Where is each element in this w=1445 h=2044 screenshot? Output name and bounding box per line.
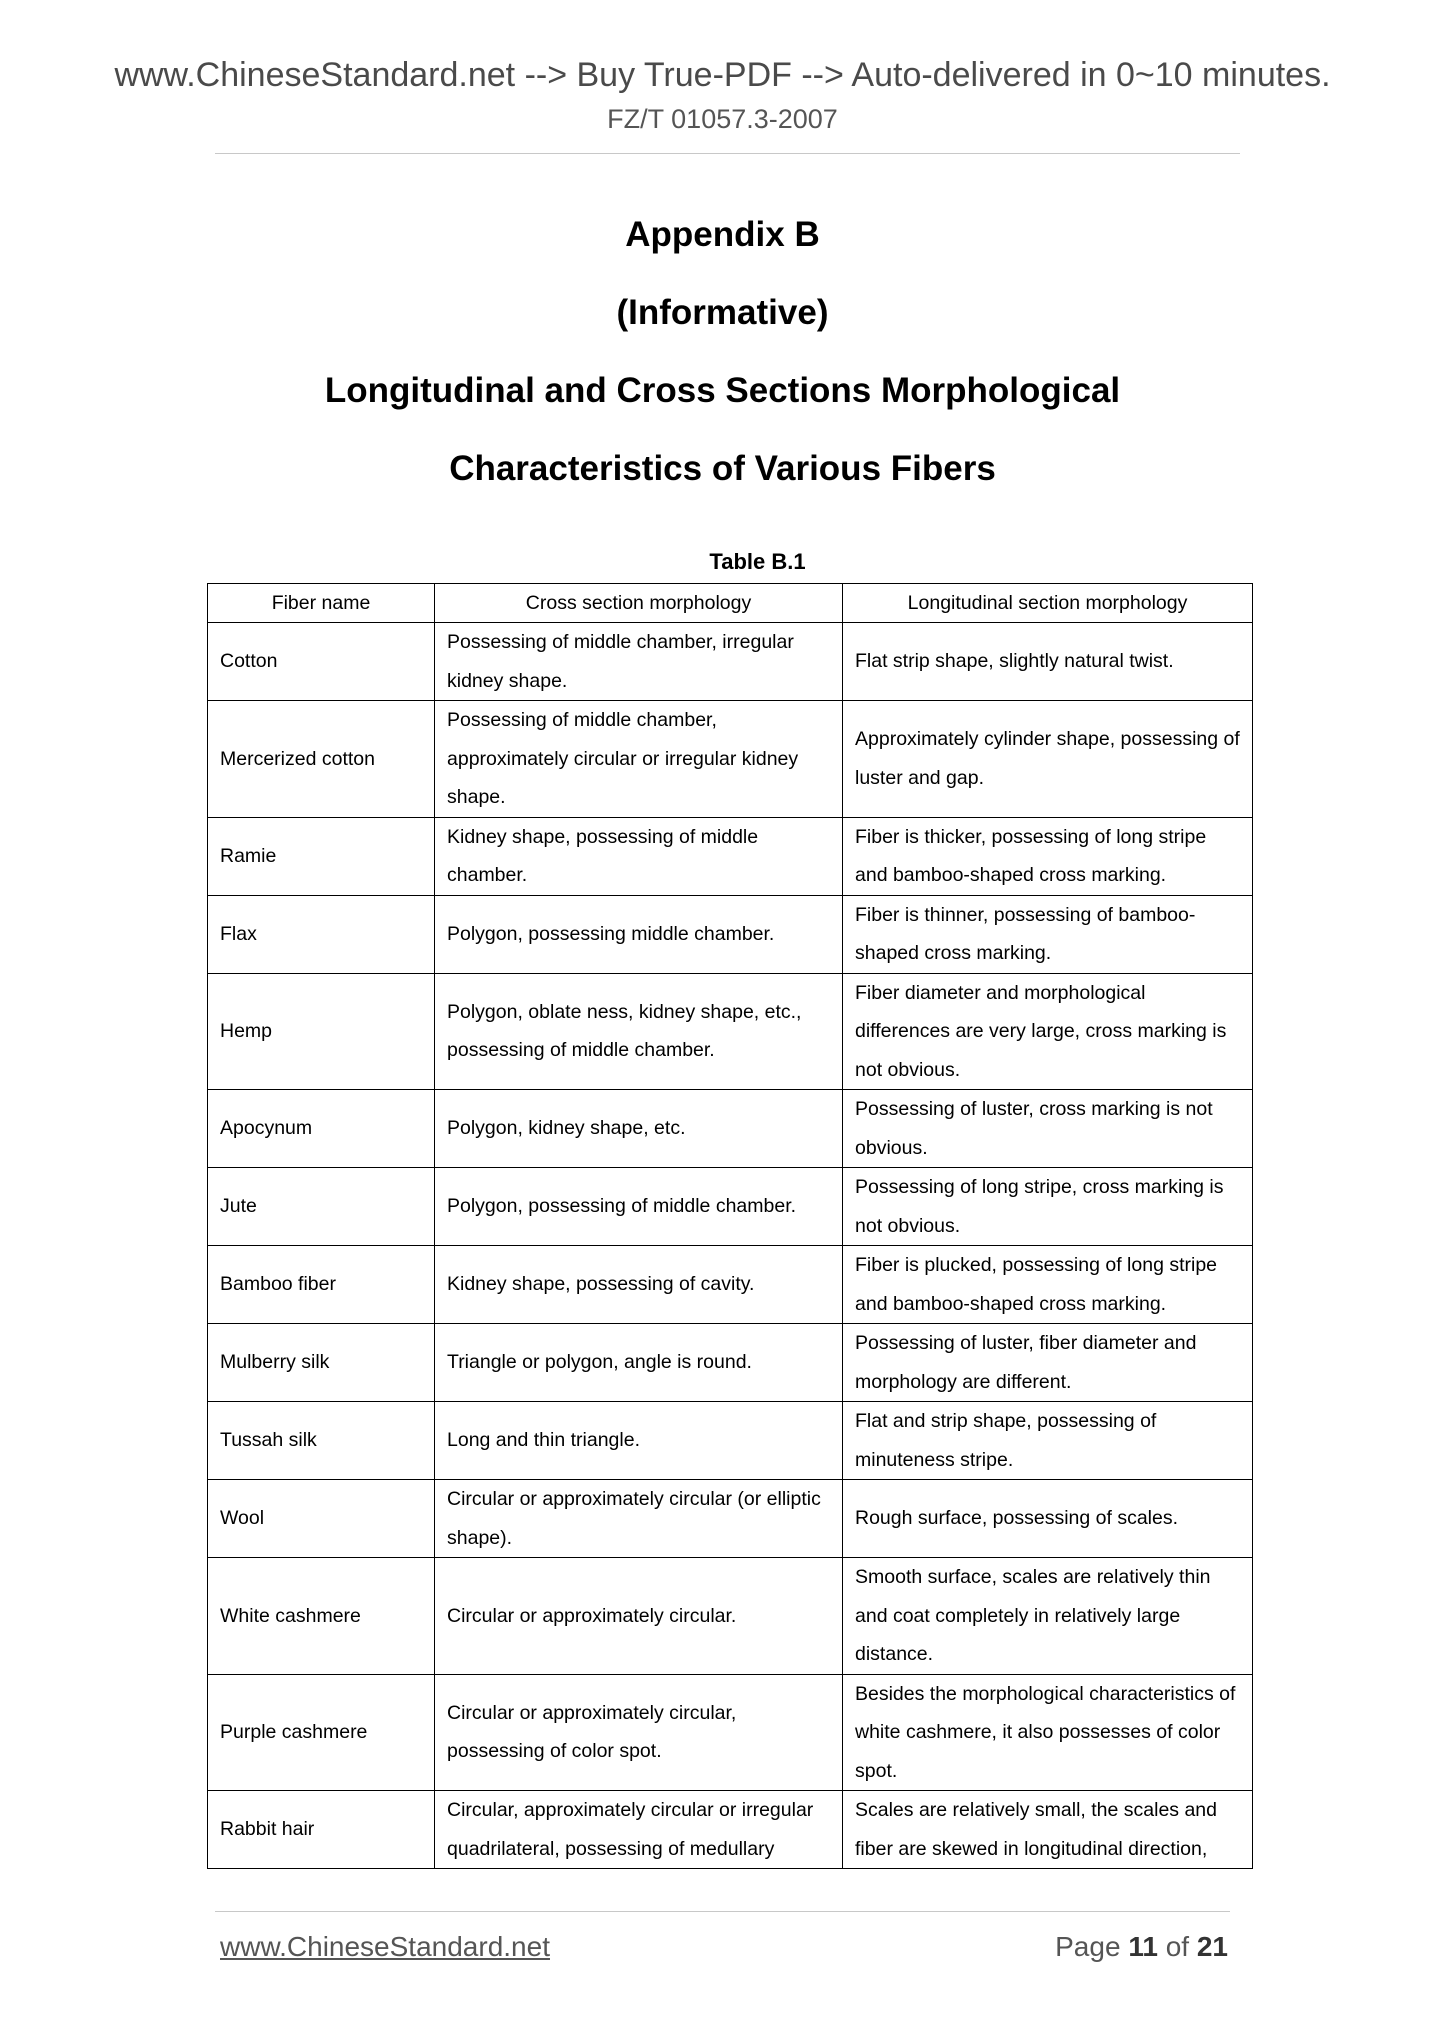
cross-section-cell: Polygon, kidney shape, etc. — [435, 1090, 843, 1168]
longitudinal-section-cell: Possessing of long stripe, cross marking is not obvious. — [843, 1168, 1253, 1246]
standard-code: FZ/T 01057.3-2007 — [607, 104, 838, 134]
table-row — [208, 1558, 1253, 1675]
main-title-line1: Longitudinal and Cross Sections Morphological — [324, 371, 1121, 410]
table-row — [208, 895, 1253, 973]
cross-section-cell: Circular or approximately circular (or elliptic shape). — [435, 1480, 843, 1558]
longitudinal-section-cell: Besides the morphological characteristics of white cashmere, it also possesses of color spot. — [843, 1674, 1253, 1791]
longitudinal-section-cell: Possessing of luster, fiber diameter and morphology are different. — [843, 1324, 1253, 1402]
footer-divider — [215, 1911, 1230, 1912]
fiber-name-cell: Bamboo fiber — [208, 1246, 435, 1324]
table-row — [208, 1324, 1253, 1402]
cross-section-cell: Circular, approximately circular or irregular quadrilateral, possessing of medullary — [435, 1791, 843, 1869]
table-caption: Table B.1 — [709, 549, 806, 574]
table-row — [208, 817, 1253, 895]
cross-section-cell: Triangle or polygon, angle is round. — [435, 1324, 843, 1402]
fiber-name-cell: Wool — [208, 1480, 435, 1558]
header-longitudinal-section: Longitudinal section morphology — [843, 584, 1253, 623]
longitudinal-section-cell: Possessing of luster, cross marking is not obvious. — [843, 1090, 1253, 1168]
header-banner: www.ChineseStandard.net --> Buy True-PDF --> Auto-delivered in 0~10 minutes. — [114, 56, 1331, 94]
fiber-name-cell: Mulberry silk — [208, 1324, 435, 1402]
table-row — [208, 1791, 1253, 1869]
longitudinal-section-cell: Fiber diameter and morphological differences are very large, cross marking is not obvious. — [843, 973, 1253, 1090]
cross-section-cell: Possessing of middle chamber, irregular kidney shape. — [435, 623, 843, 701]
table-row — [208, 973, 1253, 1090]
table-header-row — [208, 584, 1253, 623]
page-indicator — [1055, 1929, 1228, 1965]
footer-site-link[interactable]: www.ChineseStandard.net — [220, 1931, 550, 1962]
table-row — [208, 1090, 1253, 1168]
header-fiber-name: Fiber name — [208, 584, 435, 623]
page-of: of — [1165, 1931, 1190, 1962]
table-row — [208, 1246, 1253, 1324]
fiber-name-cell: Ramie — [208, 817, 435, 895]
longitudinal-section-cell: Flat and strip shape, possessing of minuteness stripe. — [843, 1402, 1253, 1480]
page-total: 21 — [1196, 1931, 1228, 1962]
cross-section-cell: Kidney shape, possessing of middle chamber. — [435, 817, 843, 895]
cross-section-cell: Polygon, possessing of middle chamber. — [435, 1168, 843, 1246]
main-title-line2: Characteristics of Various Fibers — [449, 449, 996, 488]
cross-section-cell: Circular or approximately circular. — [435, 1558, 843, 1675]
longitudinal-section-cell: Smooth surface, scales are relatively thin and coat completely in relatively large distance. — [843, 1558, 1253, 1675]
longitudinal-section-cell: Fiber is thicker, possessing of long stripe and bamboo-shaped cross marking. — [843, 817, 1253, 895]
fiber-name-cell: Tussah silk — [208, 1402, 435, 1480]
cross-section-cell: Long and thin triangle. — [435, 1402, 843, 1480]
fiber-name-cell: Jute — [208, 1168, 435, 1246]
longitudinal-section-cell: Fiber is thinner, possessing of bamboo-shaped cross marking. — [843, 895, 1253, 973]
table-row — [208, 623, 1253, 701]
fiber-name-cell: Rabbit hair — [208, 1791, 435, 1869]
table-row — [208, 1402, 1253, 1480]
fiber-name-cell: Mercerized cotton — [208, 701, 435, 818]
fiber-name-cell: Cotton — [208, 623, 435, 701]
longitudinal-section-cell: Fiber is plucked, possessing of long stripe and bamboo-shaped cross marking. — [843, 1246, 1253, 1324]
table-row — [208, 1480, 1253, 1558]
fiber-name-cell: Apocynum — [208, 1090, 435, 1168]
longitudinal-section-cell: Rough surface, possessing of scales. — [843, 1480, 1253, 1558]
cross-section-cell: Kidney shape, possessing of cavity. — [435, 1246, 843, 1324]
cross-section-cell: Possessing of middle chamber, approximately circular or irregular kidney shape. — [435, 701, 843, 818]
cross-section-cell: Polygon, possessing middle chamber. — [435, 895, 843, 973]
table-row — [208, 1168, 1253, 1246]
fiber-name-cell: Purple cashmere — [208, 1674, 435, 1791]
fiber-name-cell: Hemp — [208, 973, 435, 1090]
page-prefix: Page — [1055, 1931, 1121, 1962]
fiber-morphology-table — [207, 583, 1253, 1869]
longitudinal-section-cell: Scales are relatively small, the scales and fiber are skewed in longitudinal direction, — [843, 1791, 1253, 1869]
fiber-name-cell: White cashmere — [208, 1558, 435, 1675]
cross-section-cell: Circular or approximately circular, possessing of color spot. — [435, 1674, 843, 1791]
table-row — [208, 701, 1253, 818]
fiber-name-cell: Flax — [208, 895, 435, 973]
page-current: 11 — [1128, 1931, 1158, 1962]
appendix-title: Appendix B — [625, 215, 820, 254]
cross-section-cell: Polygon, oblate ness, kidney shape, etc., possessing of middle chamber. — [435, 973, 843, 1090]
longitudinal-section-cell: Approximately cylinder shape, possessing of luster and gap. — [843, 701, 1253, 818]
longitudinal-section-cell: Flat strip shape, slightly natural twist. — [843, 623, 1253, 701]
table-row — [208, 1674, 1253, 1791]
informative-label: (Informative) — [616, 293, 829, 332]
header-divider — [215, 153, 1240, 154]
header-cross-section: Cross section morphology — [435, 584, 843, 623]
